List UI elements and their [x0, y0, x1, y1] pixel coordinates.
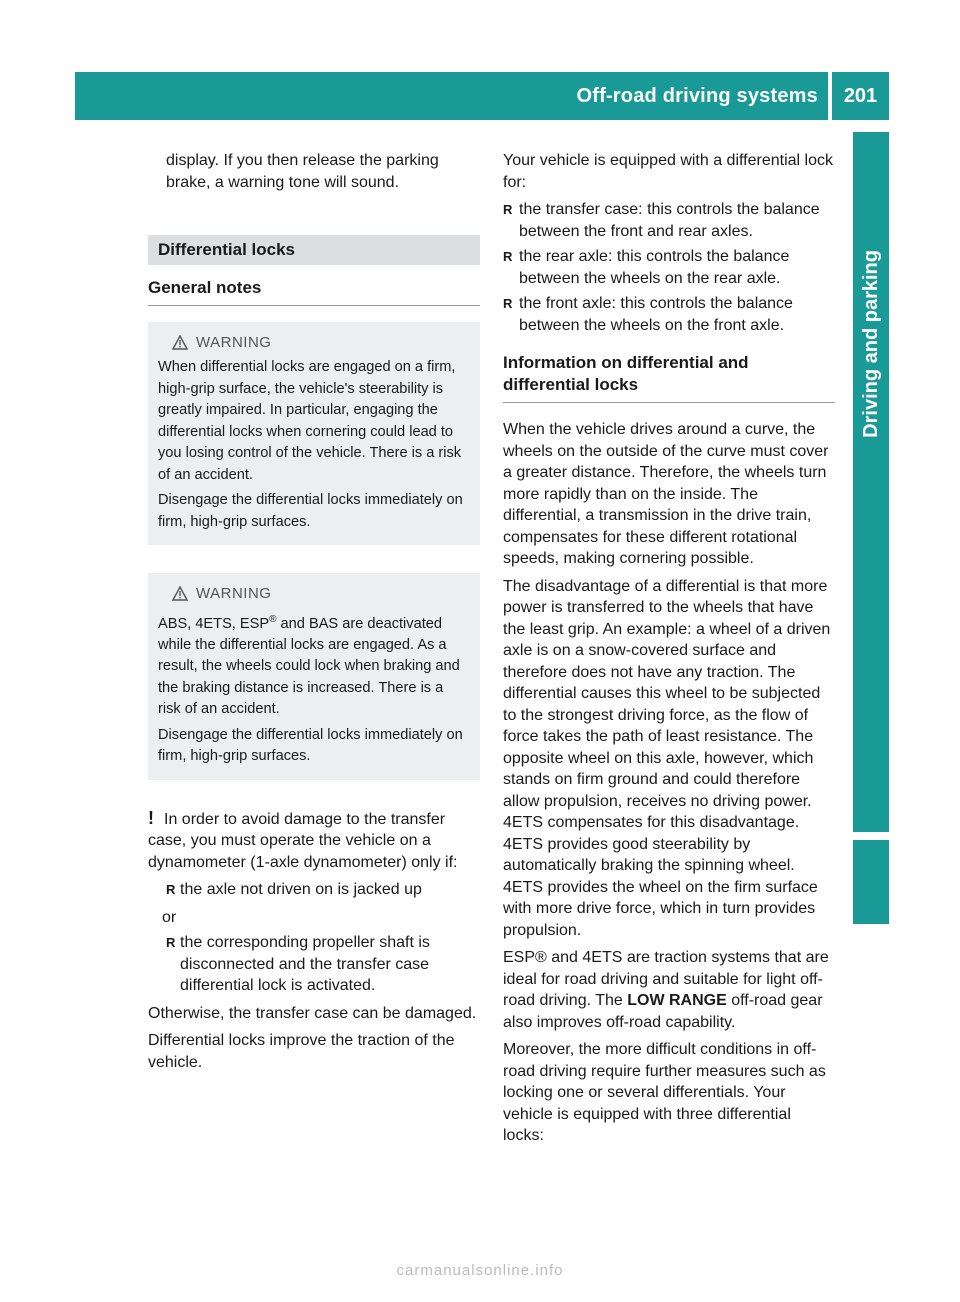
subheading-general-notes: General notes: [148, 277, 480, 306]
side-tab-label-wrap: [853, 132, 889, 832]
warning-box-2: [148, 573, 480, 780]
note-list: [148, 932, 480, 997]
list-item: R the front axle: this controls the balance between the wheels on the front axle.: [503, 293, 835, 336]
right-column: [503, 150, 835, 1153]
intro-paragraph: display. If you then release the parking brake, a warning tone will sound.: [166, 152, 439, 191]
paragraph-disadvantage: The disadvantage of a differential is that more power is transferred to the wheels that have the least grip. An example: a wheel of a driven axle is on a snow-covered surface and therefore does not have any traction. The differential causes this wheel to be subjected to the strongest driving force, as the flow of force takes the path of least resistance. The opposite wheel on this axle, however, which stands on firm ground and could therefore allow propulsion, receives no driving power. 4ETS compensates for this disadvantage. 4ETS provides good steerability by automatically braking the spinning wheel. 4ETS provides the wheel on the firm surface with more drive force, which in turn provides propulsion.: [503, 577, 831, 939]
intro-paragraph: Your vehicle is equipped with a differential lock for:: [503, 152, 833, 191]
note-or: or: [162, 908, 177, 926]
section-heading: Differential locks: [148, 235, 480, 265]
side-tab-label: Driving and parking: [859, 250, 882, 438]
section-title: Off-road driving systems: [576, 84, 818, 107]
warning-triangle-icon: [172, 335, 188, 350]
note-list: [148, 879, 480, 901]
note-text: ! In order to avoid damage to the transfer case, you must operate the vehicle on a dynamometer (1-axle dynamometer) only if:: [148, 807, 458, 871]
list-item: R the axle not driven on is jacked up: [166, 879, 480, 901]
note-block: [148, 808, 480, 997]
paragraph-offroad: Moreover, the more difficult conditions in off-road driving require further measures such as locking one or several differentials. Your vehicle is equipped with three differential locks:: [503, 1041, 826, 1144]
left-column: [148, 150, 480, 1079]
warning-text: When differential locks are engaged on a firm, high-grip surface, the vehicle's steerability is greatly impaired. In particular, engaging the differential locks when cornering could lead to you losing control of the vehicle. There is a risk of an accident.: [158, 359, 462, 483]
header-bar: [75, 72, 828, 120]
page-number: 201: [832, 72, 889, 120]
watermark: carmanualsonline.info: [396, 1262, 564, 1279]
list-item: R the transfer case: this controls the balance between the front and rear axles.: [503, 199, 835, 242]
paragraph-otherwise: Otherwise, the transfer case can be damaged.: [148, 1004, 477, 1022]
paragraph-traction: ESP® and 4ETS are traction systems that are ideal for road driving and suitable for light off-road driving. The LOW RANGE off-road gear also improves off-road capability.: [503, 949, 829, 1031]
side-block: [853, 840, 889, 924]
lock-list: [503, 199, 835, 336]
paragraph-improve: Differential locks improve the traction of the vehicle.: [148, 1032, 455, 1071]
exclamation-icon: !: [148, 807, 154, 828]
warning-title-text: WARNING: [196, 585, 272, 602]
list-item: R the rear axle: this controls the balance between the wheels on the rear axle.: [503, 246, 835, 289]
warning-triangle-icon: [172, 586, 188, 601]
warning-instruction: Disengage the differential locks immediately on firm, high-grip surfaces.: [158, 492, 463, 530]
warning-title: [158, 583, 470, 605]
subheading-information: Information on differential and differential locks: [503, 352, 835, 403]
warning-box-1: [148, 322, 480, 546]
warning-title: [158, 332, 470, 354]
paragraph-curve: When the vehicle drives around a curve, the wheels on the outside of the curve must cover a greater distance. Therefore, the wheels turn more rapidly than on the inside. The differential, a transmission in the drive train, compensates for these different rotational speeds, making cornering possible.: [503, 421, 829, 567]
warning-text: ABS, 4ETS, ESP® and BAS are deactivated while the differential locks are engaged. As a result, the wheels could lock when braking and the braking distance is increased. There is a risk of an accident.: [158, 613, 460, 718]
list-item: R the corresponding propeller shaft is disconnected and the transfer case differential lock is activated.: [166, 932, 480, 997]
warning-instruction: Disengage the differential locks immediately on firm, high-grip surfaces.: [158, 726, 463, 765]
warning-title-text: WARNING: [196, 333, 272, 351]
